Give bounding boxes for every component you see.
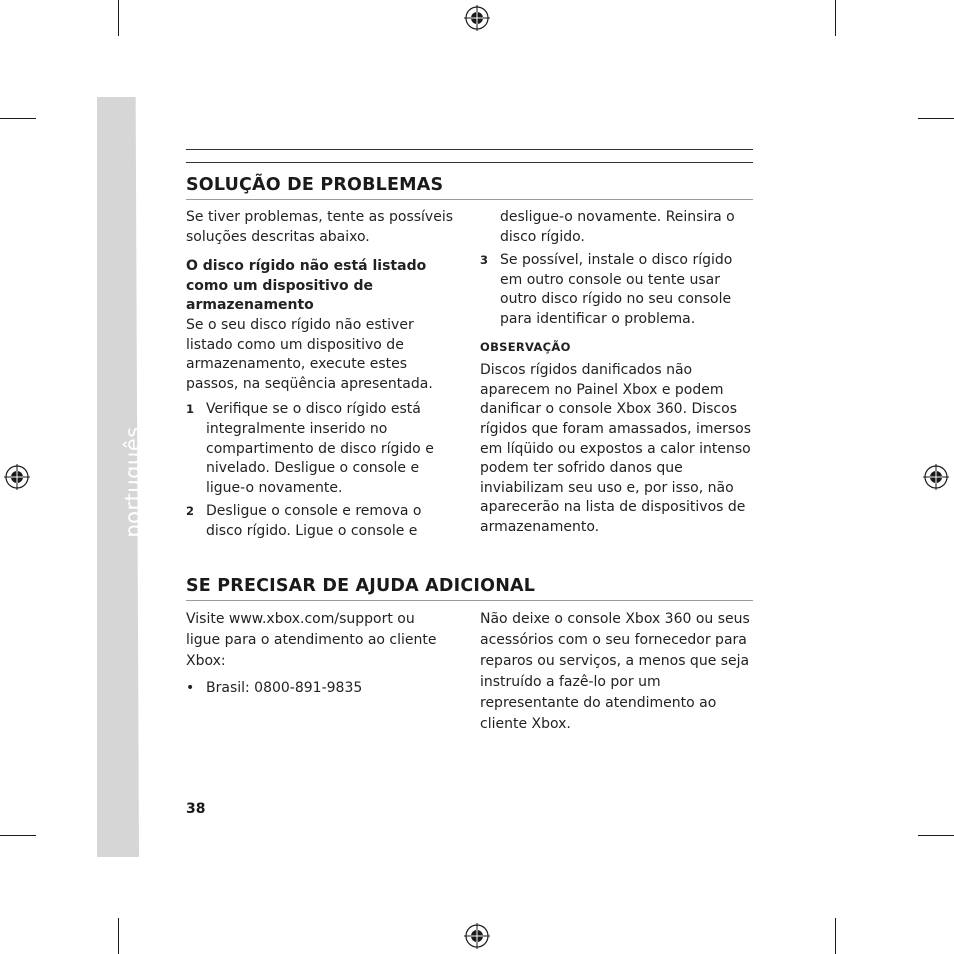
section1-subheading: O disco rígido não está listado como um dispositivo de armazenamento [186,258,427,314]
step-3 [480,251,756,329]
step-text: Verifique se o disco rígido está integralmente inserido no compartimento de disco rígido e nivelado. Desligue o console e ligue-o novamente. [206,401,434,496]
step-number: 3 [480,253,489,268]
section1-right-column [480,208,756,538]
note-label: OBSERVAÇÃO [480,339,571,354]
crop-mark-left-bottom [0,835,36,836]
section2-intro: Visite www.xbox.com/support ou ligue para o atendimento ao cliente Xbox: [186,611,437,669]
registration-mark-top-icon [464,5,490,31]
crop-mark-top-right [835,0,836,36]
section2-title-underline [186,600,753,601]
registration-mark-bottom-icon [464,923,490,949]
step-2 [186,502,458,541]
section-title-troubleshooting: SOLUÇÃO DE PROBLEMAS [186,175,444,195]
step-number: 1 [186,402,195,417]
section2-right-text: Não deixe o console Xbox 360 ou seus acessórios com o seu fornecedor para reparos ou serviços, a menos que seja instruído a fazê-lo por um representante do atendimento ao cliente Xbox. [480,611,750,732]
step-number: 2 [186,504,195,519]
contact-phone: Brasil: 0800-891-9835 [206,680,363,696]
crop-mark-left-top [0,118,36,119]
bullet-marker: • [186,680,195,696]
step-1 [186,400,458,498]
step-text: Se possível, instale o disco rígido em outro console ou tente usar outro disco rígido no seu console para identificar o problema. [500,252,733,327]
language-label: português [121,426,145,538]
top-rule-1 [186,149,753,150]
step-text-part2: desligue-o novamente. Reinsira o disco rígido. [500,209,735,245]
note-text: Discos rígidos danificados não aparecem no Painel Xbox e podem danificar o console Xbox 360. Discos rígidos que foram amassados, imersos em líqüido ou expostos a calor intenso podem ter sofrido danos que inviabilizam seu uso e, por isso, não aparecerão na lista de dispositivos de armazenamento. [480,362,752,535]
crop-mark-bottom-left [118,918,119,954]
section1-body: Se o seu disco rígido não estiver listado como um dispositivo de armazenamento, execute estes passos, na seqüência apresentada. [186,316,433,392]
section1-intro: Se tiver problemas, tente as possíveis soluções descritas abaixo. [186,209,453,245]
registration-mark-left-icon [4,464,30,490]
step-text-part1: Desligue o console e remova o disco rígido. Ligue o console e [206,503,422,539]
contact-list-item [186,678,448,699]
step-2-continued [480,208,756,247]
registration-mark-right-icon [923,464,949,490]
crop-mark-right-bottom [918,835,954,836]
section-title-help: SE PRECISAR DE AJUDA ADICIONAL [186,576,536,596]
section-title-underline [186,199,753,200]
top-rule-2 [186,162,753,163]
crop-mark-bottom-right [835,918,836,954]
section2-right-column [480,609,756,735]
page-number: 38 [186,801,206,817]
section1-left-column [186,208,458,542]
crop-mark-right-top [918,118,954,119]
section2-left-column [186,609,448,699]
crop-mark-top-left [118,0,119,36]
